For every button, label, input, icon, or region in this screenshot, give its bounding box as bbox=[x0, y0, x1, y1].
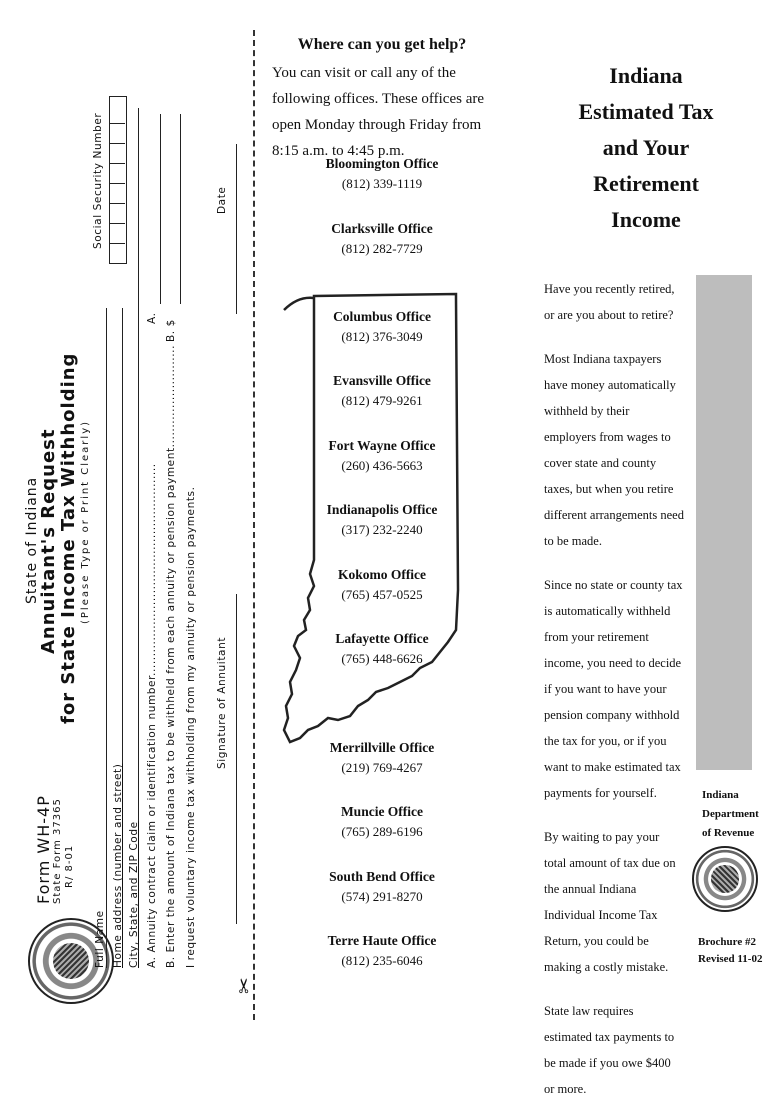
office-kokomo bbox=[292, 567, 472, 603]
scissors-icon: ✂ bbox=[234, 977, 256, 994]
office-phone: (812) 235-6046 bbox=[341, 953, 423, 968]
office-phone: (765) 448-6626 bbox=[341, 651, 423, 666]
office-name: Kokomo Office bbox=[337, 567, 427, 582]
annuity-contract-field[interactable] bbox=[160, 114, 161, 304]
state-seal-icon bbox=[692, 846, 758, 912]
office-name: Terre Haute Office bbox=[327, 933, 437, 948]
body-paragraph: State law requires estimated tax payments to be made if you owe $400 or more. bbox=[544, 1004, 675, 1096]
annuity-contract-line: A. Annuity contract claim or identification number...................................................... bbox=[146, 463, 158, 968]
body-paragraph: By waiting to pay your total amount of tax due on the annual Indiana Individual Income Tax Return, you could be making a costly mistake. bbox=[544, 830, 676, 974]
brochure-number: Brochure #2 bbox=[698, 936, 756, 948]
department-line: Department bbox=[702, 808, 759, 820]
office-phone: (812) 479-9261 bbox=[341, 393, 423, 408]
office-name: Merrillville Office bbox=[329, 740, 435, 755]
form-title-withholding: for State Income Tax Withholding bbox=[58, 352, 79, 724]
office-phone: (219) 769-4267 bbox=[341, 760, 423, 775]
office-evansville bbox=[292, 373, 472, 409]
brochure-body bbox=[544, 276, 684, 1120]
signature-field[interactable] bbox=[236, 594, 237, 924]
brochure-title bbox=[548, 58, 744, 238]
brochure-revised: Revised 11-02 bbox=[698, 953, 763, 965]
date-label: Date bbox=[216, 186, 228, 214]
fold-line bbox=[253, 30, 255, 1020]
department-name bbox=[702, 786, 759, 843]
brochure-title-line: Income bbox=[611, 207, 681, 232]
form-number: Form WH-4P bbox=[34, 795, 53, 904]
brochure-title-line: and Your Retirement bbox=[593, 135, 699, 196]
ssn-field[interactable] bbox=[109, 96, 127, 264]
department-line: of Revenue bbox=[702, 827, 755, 839]
help-heading: Where can you get help? bbox=[297, 36, 467, 53]
state-form-number: State Form 37365 bbox=[52, 798, 63, 904]
form-title-state: State of Indiana bbox=[24, 476, 40, 604]
office-name: Clarksville Office bbox=[331, 221, 433, 236]
office-columbus bbox=[292, 309, 472, 345]
brochure-info bbox=[698, 934, 762, 968]
office-phone: (574) 291-8270 bbox=[341, 889, 423, 904]
office-phone: (260) 436-5663 bbox=[341, 458, 423, 473]
city-state-zip-label: City, State, and ZIP Code bbox=[128, 821, 140, 968]
office-terre-haute bbox=[292, 933, 472, 969]
line-a-marker: A. bbox=[146, 312, 158, 324]
office-south-bend bbox=[292, 869, 472, 905]
body-paragraph: Have you recently retired, or are you about to retire? bbox=[544, 282, 675, 322]
withholding-amount-line: B. Enter the amount of Indiana tax to be withheld from each annuity or pension payment.......................... bbox=[165, 344, 177, 968]
office-phone: (765) 289-6196 bbox=[341, 824, 423, 839]
signature-label: Signature of Annuitant bbox=[216, 636, 228, 769]
office-phone: (765) 457-0525 bbox=[341, 587, 423, 602]
form-instructions: (Please Type or Print Clearly) bbox=[80, 419, 91, 624]
office-phone: (812) 339-1119 bbox=[341, 176, 423, 191]
office-name: Lafayette Office bbox=[335, 631, 429, 646]
form-title-request: Annuitant's Request bbox=[38, 428, 59, 654]
help-intro: You can visit or call any of the following offices. These offices are open Monday through Friday from 8:15 a.m. to 4:45 p.m. bbox=[272, 65, 485, 159]
brochure-title-line: Estimated Tax bbox=[578, 99, 714, 124]
office-indianapolis bbox=[292, 502, 472, 538]
office-bloomington bbox=[292, 156, 472, 192]
withholding-amount-field[interactable] bbox=[180, 114, 181, 304]
office-name: Indianapolis Office bbox=[326, 502, 438, 517]
body-paragraph: Most Indiana taxpayers have money automatically withheld by their employers from wages to cover state and county taxes, but when you retire different arrangements need to be made. bbox=[544, 352, 684, 548]
office-muncie bbox=[292, 804, 472, 840]
office-name: Bloomington Office bbox=[325, 156, 439, 171]
office-clarksville bbox=[292, 221, 472, 257]
office-name: Columbus Office bbox=[333, 309, 431, 324]
office-fort-wayne bbox=[292, 438, 472, 474]
annuitant-request-form bbox=[0, 0, 256, 1024]
gray-sidebar bbox=[696, 275, 752, 770]
form-revision: R/ 8-01 bbox=[64, 844, 75, 888]
office-merrillville bbox=[292, 740, 472, 776]
date-field[interactable] bbox=[236, 144, 237, 314]
body-paragraph: Since no state or county tax is automatically withheld from your retirement income, you need to decide if you want to have your pension company withhold the tax for you, or if you want to make estimated tax payments for yourself. bbox=[544, 578, 683, 800]
office-phone: (812) 282-7729 bbox=[341, 241, 423, 256]
home-address-label: Home address (number and street) bbox=[112, 763, 124, 968]
full-name-label: Full Name bbox=[94, 910, 106, 968]
office-name: Muncie Office bbox=[340, 804, 424, 819]
ssn-label: Social Security Number bbox=[92, 112, 104, 249]
brochure-title-line: Indiana bbox=[609, 63, 683, 88]
office-name: Fort Wayne Office bbox=[328, 438, 436, 453]
office-name: South Bend Office bbox=[329, 869, 435, 884]
office-phone: (812) 376-3049 bbox=[341, 329, 423, 344]
office-lafayette bbox=[292, 631, 472, 667]
office-name: Evansville Office bbox=[333, 373, 431, 388]
department-line: Indiana bbox=[702, 789, 739, 801]
office-phone: (317) 232-2240 bbox=[341, 522, 423, 537]
voluntary-withholding-statement: I request voluntary income tax withholding from my annuity or pension payments. bbox=[185, 486, 197, 968]
line-b-marker: B. $ bbox=[165, 319, 177, 342]
